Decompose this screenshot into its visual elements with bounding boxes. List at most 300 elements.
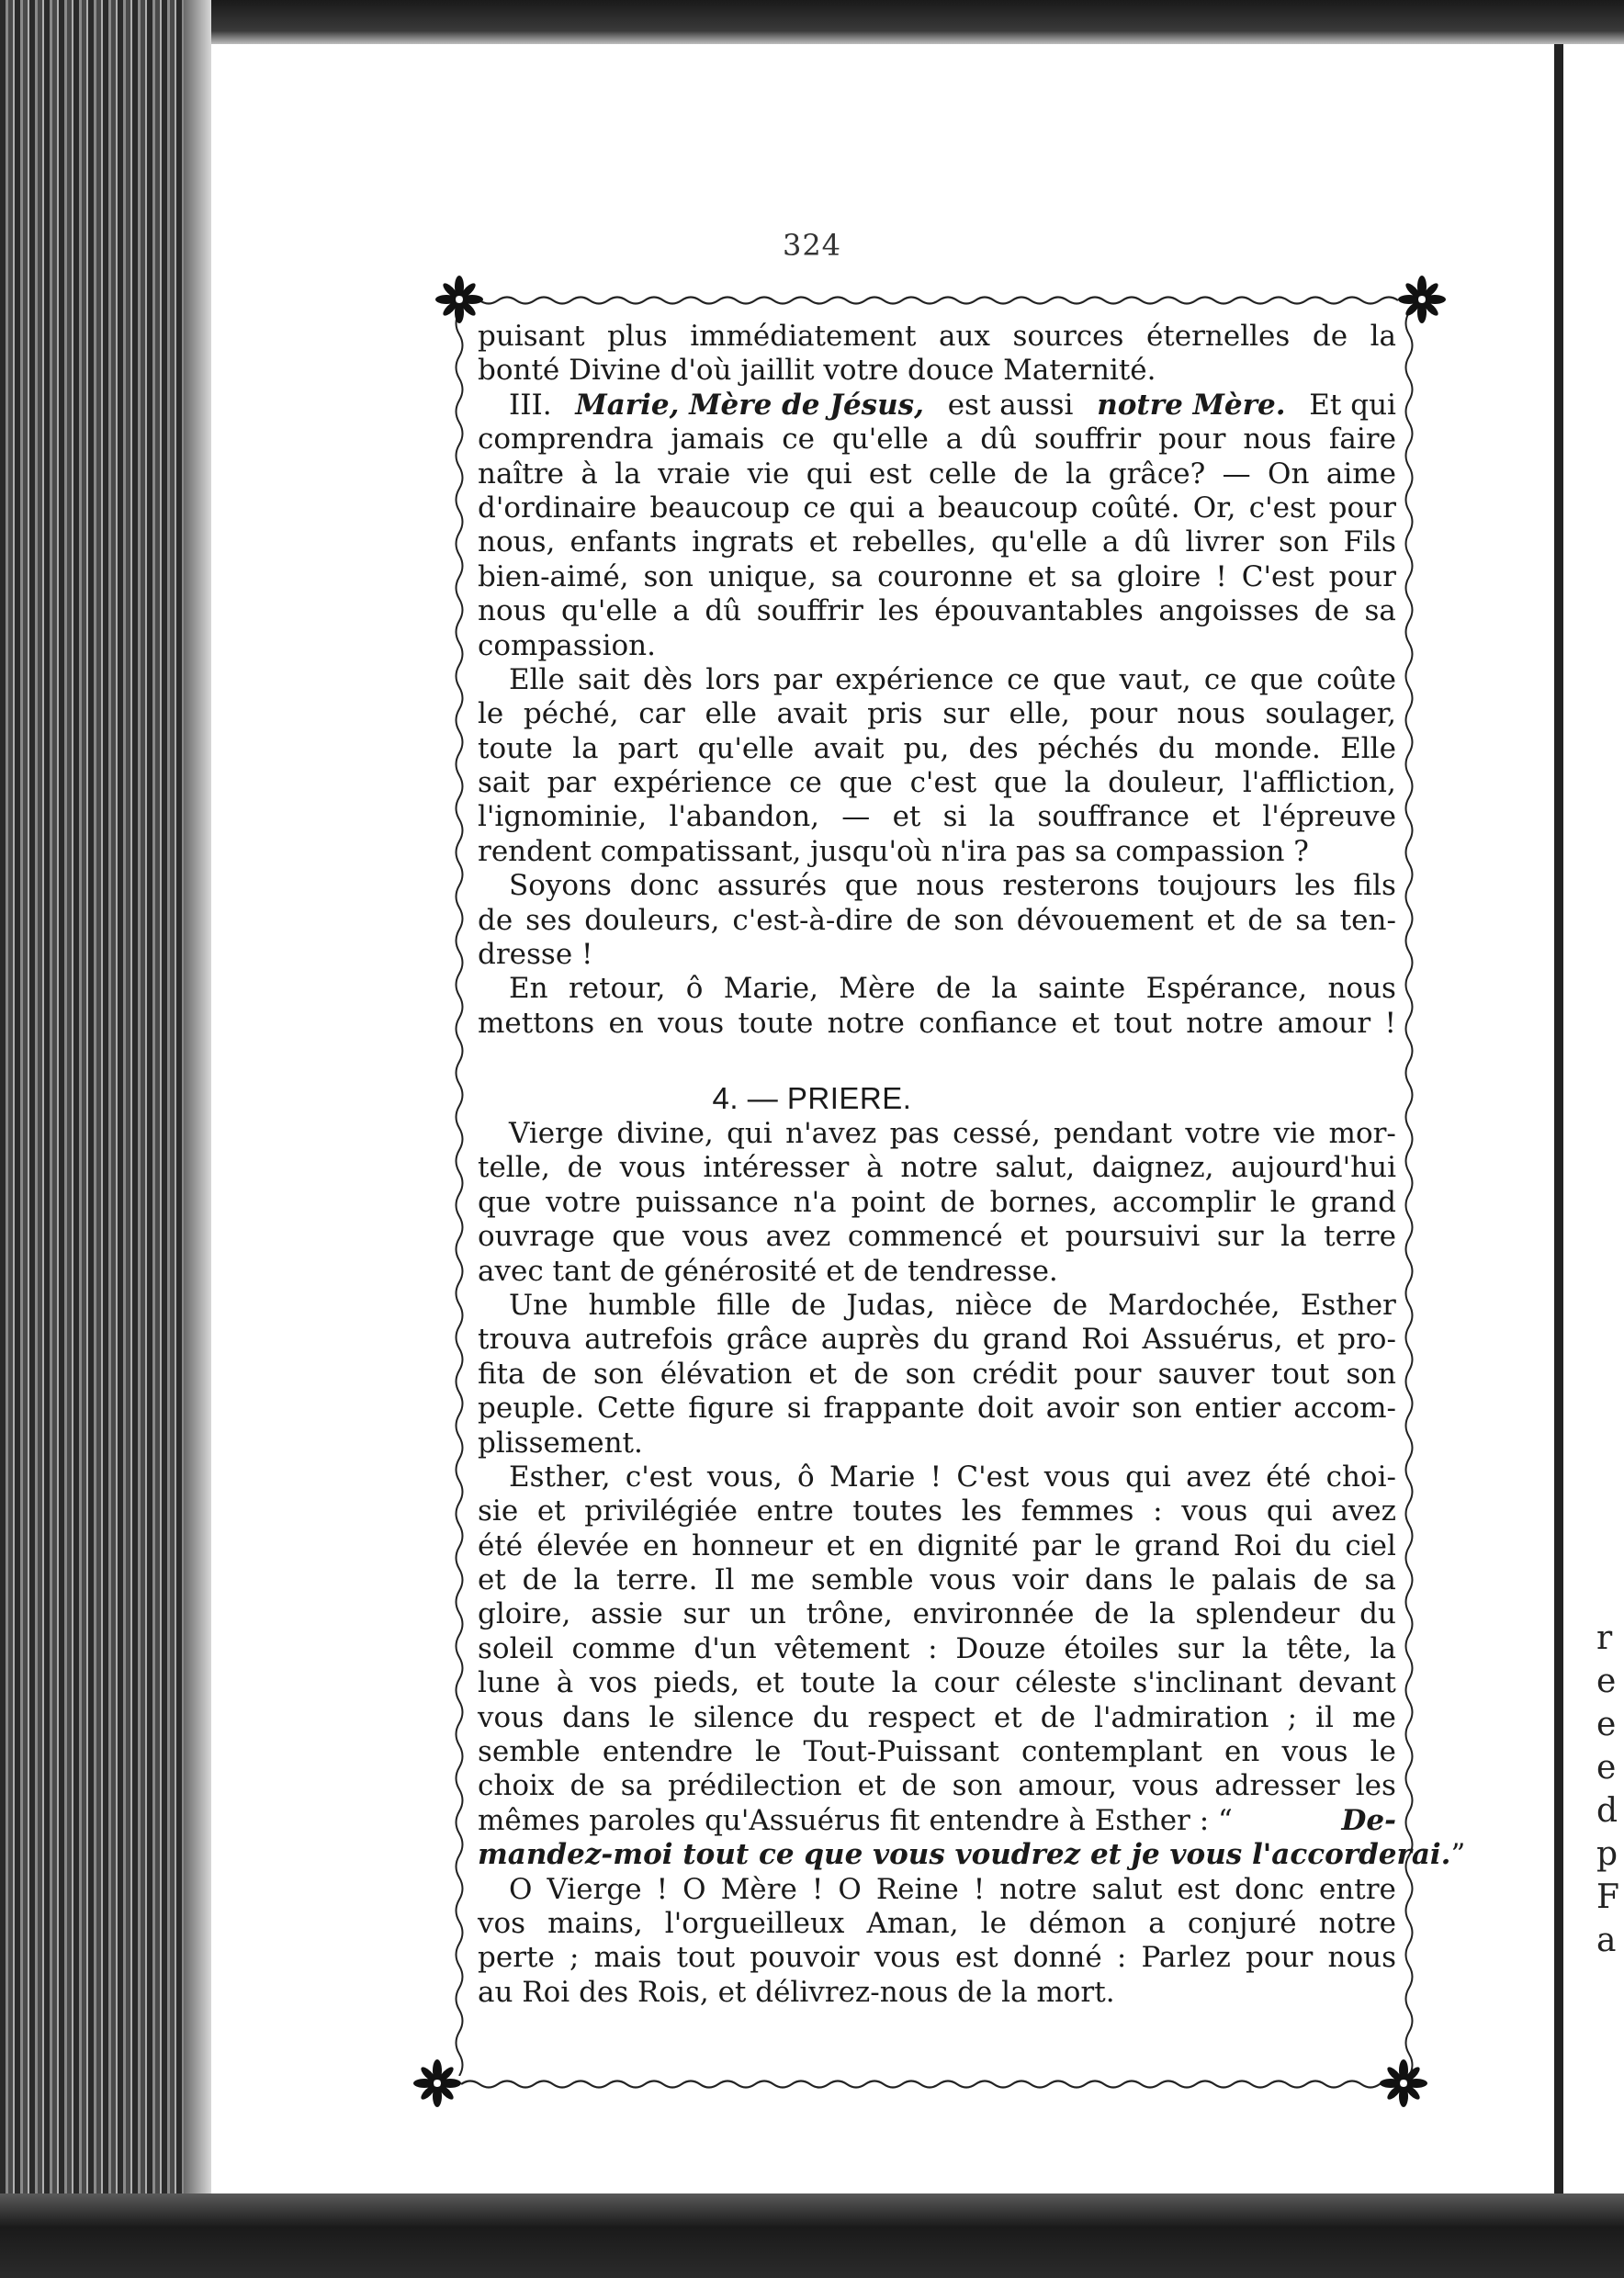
word: et: [808, 525, 838, 559]
word: que: [1249, 662, 1303, 696]
word: aujourd'hui: [1231, 1151, 1396, 1185]
word: pieds,: [653, 1666, 740, 1700]
word: beaucoup: [649, 491, 790, 524]
word: vous: [682, 1220, 750, 1254]
word: d'un: [694, 1631, 757, 1665]
word: avait: [776, 697, 848, 731]
word: la: [1149, 1597, 1176, 1631]
word: avait: [813, 731, 885, 765]
word: un: [749, 1597, 786, 1631]
word: vous: [874, 1941, 941, 1975]
word: et: [826, 1528, 855, 1562]
word: pour: [1328, 559, 1396, 593]
word: fils: [1353, 869, 1396, 903]
text-line: [478, 663, 1396, 697]
word: la: [1242, 1631, 1269, 1665]
word: sait: [478, 766, 530, 800]
word: sainte: [1038, 972, 1126, 1006]
word: accom-: [1293, 1392, 1396, 1426]
word: la: [1064, 766, 1091, 800]
word: poursuivi: [1065, 1220, 1201, 1254]
word: le: [1269, 1185, 1297, 1219]
word: est: [868, 457, 912, 491]
word: a: [945, 423, 964, 457]
word: commencé: [847, 1220, 1003, 1254]
word: céleste: [1015, 1666, 1117, 1700]
word: palais: [1212, 1563, 1297, 1597]
word: qu'elle: [991, 525, 1088, 559]
text-line: [478, 389, 1396, 423]
text-line: [478, 1769, 1396, 1803]
word: lune: [478, 1666, 541, 1700]
word: de: [853, 1357, 889, 1391]
text-line: [478, 491, 1396, 525]
word: gloire: [1116, 559, 1201, 593]
word: sur: [1216, 1220, 1264, 1254]
word: ce: [1203, 662, 1237, 696]
word: l'affliction,: [1242, 766, 1396, 800]
text-line: [478, 904, 1396, 938]
word: !: [1215, 559, 1227, 593]
facing-page-letter: F: [1596, 1878, 1619, 1916]
word: dû: [980, 423, 1018, 457]
word: O: [838, 1872, 862, 1906]
word: comme: [571, 1631, 676, 1665]
word: Cette: [597, 1392, 676, 1426]
word: soleil: [478, 1631, 554, 1665]
text-run: Et qui: [1309, 388, 1396, 422]
word: d'ordinaire: [478, 491, 637, 524]
word: ;: [569, 1941, 580, 1975]
word: souffrir: [1034, 423, 1142, 457]
word: grâce: [726, 1323, 808, 1357]
word: vos: [478, 1906, 526, 1940]
word: l'épreuve: [1262, 800, 1396, 834]
word: prédilection: [668, 1769, 842, 1803]
word: a: [672, 594, 690, 628]
text-run: De-: [1341, 1803, 1396, 1837]
word: Douze: [955, 1631, 1046, 1665]
word: ce: [803, 491, 836, 524]
word: étoiles: [1064, 1631, 1159, 1665]
word: les: [1355, 1769, 1396, 1803]
word: nous: [1177, 697, 1246, 731]
text-line: [478, 800, 1396, 834]
word: couronne: [877, 559, 1013, 593]
word: de: [522, 1563, 558, 1597]
word: sa: [1295, 903, 1327, 937]
word: et: [755, 1666, 784, 1700]
word: que: [612, 1220, 666, 1254]
word: son: [1132, 1392, 1182, 1426]
text-line: [478, 457, 1396, 491]
word: que: [1053, 662, 1107, 696]
word: resterons: [1002, 869, 1140, 903]
word: naître: [478, 457, 564, 491]
word: la: [891, 1666, 919, 1700]
word: femmes: [1021, 1494, 1134, 1528]
word: trouva: [478, 1323, 571, 1357]
word: Assuérus,: [1142, 1323, 1283, 1357]
word: les: [1294, 869, 1336, 903]
word: vaut,: [1119, 662, 1191, 696]
text-run: avec tant de générosité et de tendresse.: [478, 1254, 1058, 1288]
word: me: [1352, 1700, 1396, 1734]
word: et: [536, 1494, 566, 1528]
word: Mère: [839, 972, 916, 1006]
word: vous: [1281, 1735, 1348, 1769]
word: du: [1294, 1528, 1332, 1562]
word: de: [1314, 594, 1349, 628]
word: qu'elle: [831, 423, 929, 457]
text-run: Marie, Mère de Jésus,: [575, 388, 924, 422]
frame-bottom-border: [452, 2070, 1407, 2098]
word: la: [991, 972, 1018, 1006]
word: de: [1313, 1563, 1348, 1597]
word: éternelles: [1145, 320, 1291, 353]
word: pour: [1089, 697, 1157, 731]
word: pendant: [1054, 1117, 1173, 1150]
word: avez: [1331, 1494, 1396, 1528]
word: avez: [765, 1220, 831, 1254]
word: et: [892, 800, 921, 834]
text-line: [478, 1907, 1396, 1941]
word: sources: [1012, 320, 1124, 353]
word: grand: [1133, 1528, 1220, 1562]
word: pas: [889, 1117, 940, 1150]
word: confiance: [919, 1006, 1058, 1040]
word: et: [1206, 903, 1235, 937]
word: vie: [1273, 1117, 1316, 1150]
word: son: [593, 1357, 644, 1391]
word: ô: [685, 972, 704, 1006]
word: le: [478, 697, 504, 731]
word: me: [750, 1563, 795, 1597]
scan-top-edge: [0, 0, 1624, 44]
text-run: mandez-moi tout ce que vous voudrez et je vous l'accorderai.: [478, 1838, 1451, 1872]
word: Or,: [1192, 491, 1236, 524]
text-line: [478, 1117, 1396, 1151]
word: son: [1278, 525, 1329, 559]
text-run: mêmes paroles qu'Assuérus fit entendre à Esther : “: [478, 1803, 1233, 1837]
word: son: [1346, 1357, 1396, 1391]
word: Mardochée,: [1108, 1288, 1280, 1322]
word: en: [1224, 1735, 1260, 1769]
word: !: [811, 1872, 824, 1906]
text-line: [478, 1358, 1396, 1392]
word: sauver: [1157, 1357, 1255, 1391]
word: vous: [1043, 1460, 1111, 1494]
word: qui: [1266, 1494, 1313, 1528]
word: puissance: [635, 1185, 779, 1219]
word: dû: [1133, 525, 1171, 559]
word: dans: [562, 1700, 631, 1734]
text-line: [478, 1563, 1396, 1597]
word: de: [570, 1769, 605, 1803]
word: fille: [716, 1288, 771, 1322]
word: du: [1157, 731, 1195, 765]
word: divine,: [616, 1117, 714, 1150]
word: pour: [1328, 491, 1396, 524]
word: le: [1370, 1735, 1396, 1769]
word: nous: [1243, 423, 1312, 457]
word: en: [608, 1006, 644, 1040]
word: si: [786, 1392, 811, 1426]
text-line: [478, 1151, 1396, 1185]
word: sait: [578, 662, 630, 696]
word: accomplir: [1112, 1185, 1256, 1219]
word: de: [478, 903, 513, 937]
word: rebelles,: [851, 525, 976, 559]
word: la: [573, 1563, 601, 1597]
word: entier: [1194, 1392, 1281, 1426]
word: toute: [738, 1006, 814, 1040]
prayer-text: [478, 1117, 1466, 2010]
word: perte: [478, 1941, 555, 1975]
word: Esther: [1300, 1288, 1396, 1322]
word: O: [682, 1872, 706, 1906]
text-line: [478, 1838, 1466, 1872]
word: sa: [620, 1769, 653, 1803]
facing-page-letter: d: [1596, 1792, 1618, 1830]
text-line: [478, 1255, 1396, 1289]
word: humble: [588, 1288, 696, 1322]
word: la: [1370, 320, 1396, 353]
text-line: [478, 1804, 1396, 1838]
word: !: [656, 1872, 669, 1906]
word: ten-: [1339, 903, 1396, 937]
word: de: [935, 972, 972, 1006]
word: de: [1094, 1597, 1130, 1631]
word: l'ignominie,: [478, 800, 648, 834]
word: splendeur: [1195, 1597, 1340, 1631]
word: à: [866, 1151, 884, 1185]
word: de: [1312, 320, 1348, 353]
word: On: [1268, 457, 1310, 491]
word: donc: [629, 869, 700, 903]
text-run: au Roi des Rois, et délivrez-nous de la mort.: [478, 1975, 1115, 2009]
word: enfants: [570, 525, 678, 559]
word: angoisses: [1158, 594, 1300, 628]
word: et: [478, 1563, 506, 1597]
word: salut: [1091, 1872, 1163, 1906]
word: vos: [589, 1666, 637, 1700]
word: qui: [806, 457, 852, 491]
word: péchés: [1037, 731, 1139, 765]
word: point: [851, 1185, 926, 1219]
word: aime: [1325, 457, 1396, 491]
word: est: [955, 1941, 998, 1975]
word: pu,: [903, 731, 950, 765]
word: Vierge: [547, 1872, 642, 1906]
frame-right-border: [1398, 312, 1420, 2076]
word: que: [839, 766, 893, 800]
text-line: [478, 1597, 1396, 1631]
word: cour: [933, 1666, 999, 1700]
word: le: [1094, 1528, 1122, 1562]
word: avez: [1186, 1460, 1251, 1494]
word: le: [1169, 1563, 1196, 1597]
text-line: [478, 732, 1396, 766]
word: —: [841, 800, 871, 834]
word: et: [857, 1769, 886, 1803]
word: soulager,: [1265, 697, 1396, 731]
word: de: [567, 1151, 603, 1185]
text-run: dresse !: [478, 938, 593, 972]
word: son: [905, 1357, 956, 1391]
word: l'admiration: [1094, 1700, 1269, 1734]
word: lors: [705, 662, 761, 696]
word: Fils: [1343, 525, 1396, 559]
word: Vierge: [509, 1117, 604, 1150]
text-line: [478, 697, 1396, 731]
word: Marie,: [723, 972, 818, 1006]
word: ouvrage: [478, 1220, 595, 1254]
word: Il: [714, 1563, 735, 1597]
word: grand: [982, 1323, 1068, 1357]
word: souffrance: [1037, 800, 1190, 834]
text-line: [478, 1427, 1396, 1460]
text-line: [478, 320, 1396, 354]
word: coûté.: [1090, 491, 1180, 524]
word: sa: [830, 559, 863, 593]
text-line: [478, 1666, 1396, 1700]
facing-page-fragments: [1596, 1617, 1624, 1962]
word: la: [988, 800, 1016, 834]
word: mettons: [478, 1006, 595, 1040]
word: faire: [1328, 423, 1396, 457]
word: aux: [939, 320, 990, 353]
text-line: [478, 594, 1396, 628]
word: vous: [1133, 1769, 1200, 1803]
word: et: [808, 1357, 838, 1391]
word: daignez,: [1091, 1151, 1214, 1185]
word: ce: [1007, 662, 1040, 696]
facing-page-letter: e: [1596, 1749, 1617, 1787]
word: nous: [1327, 972, 1396, 1006]
word: auprès: [820, 1323, 920, 1357]
word: notre: [827, 1006, 905, 1040]
word: sa: [1070, 559, 1102, 593]
word: !: [973, 1872, 986, 1906]
word: élevée: [536, 1528, 629, 1562]
word: notre: [900, 1151, 978, 1185]
word: En: [509, 972, 548, 1006]
word: du: [812, 1700, 850, 1734]
word: en: [868, 1528, 904, 1562]
word: assurés: [716, 869, 828, 903]
word: mains,: [547, 1906, 643, 1940]
word: vous: [1181, 1494, 1248, 1528]
word: pro-: [1337, 1323, 1396, 1357]
word: de: [1247, 903, 1283, 937]
word: sur: [942, 697, 989, 731]
word: qui: [849, 491, 895, 524]
text-run: compassion.: [478, 628, 656, 662]
corner-ornament-icon: [412, 2058, 463, 2109]
word: qu'elle: [561, 594, 658, 628]
text-line: [478, 1323, 1396, 1357]
word: notre: [999, 1872, 1077, 1906]
word: tout: [1113, 1006, 1172, 1040]
text-run: rendent compatissant, jusqu'où n'ira pas sa compassion ?: [478, 834, 1309, 868]
word: que: [844, 869, 898, 903]
word: terre.: [615, 1563, 698, 1597]
word: bien-aimé,: [478, 559, 629, 593]
text-line: [478, 1392, 1396, 1426]
word: C'est: [956, 1460, 1030, 1494]
word: n'avez: [785, 1117, 877, 1150]
word: notre: [1186, 1006, 1264, 1040]
word: trône,: [806, 1597, 893, 1631]
word: semble: [810, 1563, 914, 1597]
word: votre: [546, 1185, 621, 1219]
word: cessé,: [953, 1117, 1041, 1150]
text-line: [478, 1632, 1396, 1666]
word: par: [1032, 1528, 1081, 1562]
word: adresser: [1214, 1769, 1340, 1803]
word: la: [615, 457, 641, 491]
word: et: [1027, 559, 1056, 593]
word: que: [478, 1185, 532, 1219]
facing-page-letter: a: [1596, 1922, 1617, 1959]
word: entre: [756, 1494, 834, 1528]
word: a: [908, 491, 925, 524]
word: pris: [867, 697, 923, 731]
word: !: [930, 1460, 942, 1494]
text-line: [478, 869, 1396, 903]
word: car: [638, 697, 685, 731]
word: de: [1013, 457, 1049, 491]
word: nous: [1327, 1941, 1396, 1975]
text-line: [478, 1186, 1396, 1220]
word: silence: [693, 1700, 795, 1734]
word: jamais: [671, 423, 765, 457]
page-number: 324: [782, 228, 842, 263]
word: s'inclinant: [1133, 1666, 1282, 1700]
word: pour: [1158, 423, 1226, 457]
word: respect: [867, 1700, 976, 1734]
word: ingrats: [692, 525, 795, 559]
text-line: [478, 1494, 1396, 1528]
text-line: [478, 972, 1396, 1006]
word: entre: [1318, 1872, 1396, 1906]
word: ses: [525, 903, 572, 937]
word: amour,: [1018, 1769, 1118, 1803]
word: tout: [676, 1941, 736, 1975]
text-line: [478, 1289, 1396, 1323]
word: péché,: [523, 697, 619, 731]
word: et: [1020, 1220, 1049, 1254]
word: tête,: [1286, 1631, 1352, 1665]
word: unique,: [707, 559, 817, 593]
word: choi-: [1325, 1460, 1396, 1494]
text-run: bonté Divine d'où jaillit votre douce Maternité.: [478, 354, 1156, 388]
text-run: notre Mère.: [1097, 388, 1286, 422]
word: salut,: [995, 1151, 1076, 1185]
word: immédiatement: [690, 320, 917, 353]
word: Roi: [1081, 1323, 1130, 1357]
word: sa: [1364, 1563, 1396, 1597]
word: elle: [705, 697, 758, 731]
word: de: [1040, 1700, 1076, 1734]
word: de: [791, 1288, 827, 1322]
word: elle,: [1009, 697, 1070, 731]
word: tout: [1270, 1357, 1330, 1391]
word: :: [928, 1631, 938, 1665]
meditation-text: [478, 320, 1396, 1041]
word: entendre: [602, 1735, 733, 1769]
